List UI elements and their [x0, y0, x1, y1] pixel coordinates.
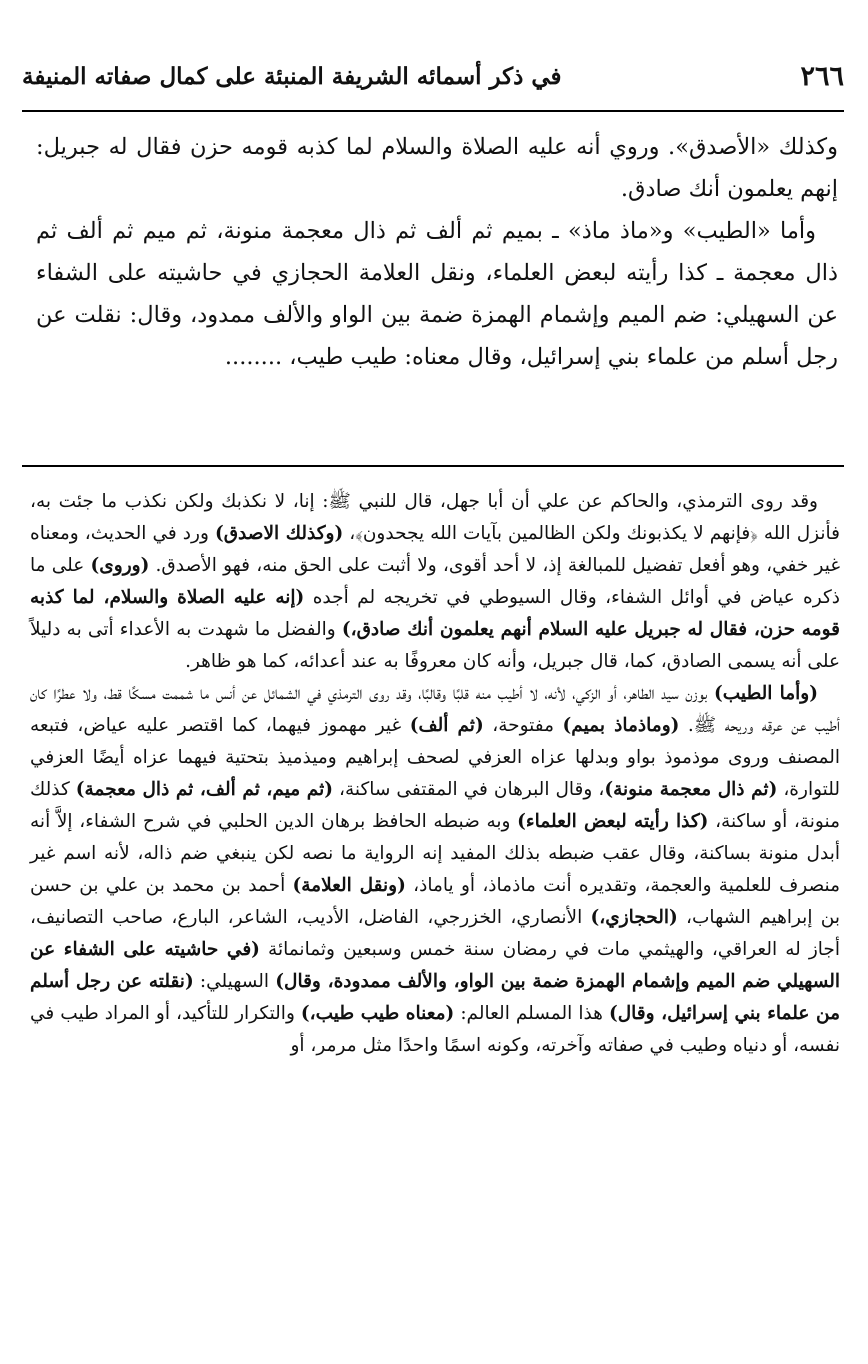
bold-quoted-text: (ونقل العلامة)	[292, 875, 406, 896]
bold-quoted-text: (ثم ذال معجمة منونة)	[604, 779, 778, 800]
bold-quoted-text: (كذا رأيته لبعض العلماء)	[517, 811, 709, 832]
main-paragraph-2: وأما «الطيب» و«ماذ ماذ» ـ بميم ثم ألف ثم ذال معجمة منونة، ثم ميم ثم ألف ثم ذال معجمة ـ كذا رأيته لبعض العلماء، ونقل العلامة الحجازي في حاشيته على الشفاء عن السهيلي: ضم الميم وإشمام الهمزة ضمة بين الواو والألف ممدود، وقال: نقلت عن رجل أسلم من علماء بني إسرائيل، وقال معناه: طيب طيب، ........	[36, 218, 838, 370]
bold-quoted-text: (وروى)	[90, 555, 150, 576]
commentary-text-run: ورد في الحديث، ومعناه غير خفي، وهو أفعل تفضيل للمبالغة إذ، لا أحد أقوى، ولا أثبت على الحق منه، فهو الأصدق.	[30, 523, 841, 576]
running-title: في ذكر أسمائه الشريفة المنبئة على كمال صفاته المنيفة	[22, 62, 562, 90]
commentary-text-run: ، وقال البرهان في المقتفى ساكنة،	[332, 779, 605, 800]
commentary-paragraph-1	[30, 486, 840, 678]
commentary-paragraph-2	[30, 678, 840, 1062]
commentary-text-run: وقد روى الترمذي، والحاكم عن علي أن أبا جهل، قال للنبي ﷺ: إنا، لا نكذبك ولكن نكذب ما جئت به، فأنزل الله ﴿فإنهم لا يكذبونك ولكن الظالمين بآيات الله يجحدون﴾،	[30, 491, 841, 544]
page-number: ٢٦٦	[800, 60, 844, 92]
commentary-text-run: بوزن سيد الطاهر، أو الزكي، لأنه، لا أطيب منه قلبًا وقالبًا، وقد روى الترمذي في الشمائل عن أنس ما شممت مسكًا قط، ولا عطرًا كان أطيب عن عرقه وريحه ﷺ.	[30, 683, 840, 736]
commentary-text-run: كذلك منونة، أو ساكنة،	[30, 779, 840, 832]
bold-quoted-text: (الحجازي،)	[590, 907, 678, 928]
commentary-text-run: غير مهموز فيهما، كما اقتصر عليه عياض، فتبعه المصنف وروى موذموذ بواو وبدلها عزاه العزفي لصحف إبراهيم وميذميذ بتحتية فيهما عزاه أيضًا العزفي للتوارة،	[30, 715, 840, 800]
commentary-text-run: والتكرار للتأكيد، أو المراد طيب في نفسه، أو دنياه وطيب في صفاته وآخرته، وكونه اسمًا واحدًا مثل مرمر، أو	[30, 1003, 840, 1056]
main-paragraph-1: وكذلك «الأصدق». وروي أنه عليه الصلاة والسلام لما كذبه قومه حزن فقال له جبريل: إنهم يعلمون أنك صادق.	[36, 134, 838, 202]
bold-quoted-text: (وكذلك الاصدق)	[214, 523, 344, 544]
bold-quoted-text: (ثم ألف)	[409, 715, 484, 736]
header-divider	[22, 110, 844, 112]
bold-quoted-text: (إنه عليه الصلاة والسلام، لما كذبه قومه حزن، فقال له جبريل عليه السلام أنهم يعلمون أنك صادق،)	[30, 587, 840, 640]
bold-quoted-text: (وأما الطيب)	[713, 683, 818, 704]
commentary-text-run: وبه ضبطه الحافظ برهان الدين الحلبي في شرح الشفاء، إلاَّ أنه أبدل منونة بساكنة، وقال عقب ضبطه بذلك المفيد إنه الرواية ما نصه لكن ينبغي ضم ذاله، لأنه اسم غير منصرف للعلمية والعجمة، وتقديره أنت ماذماذ، أو ياماذ،	[30, 811, 840, 896]
commentary-text-run: والفضل ما شهدت به الأعداء أتى به دليلاً على أنه يسمى الصادق، كما، قال جبريل، وأنه كان معروفًا به عند أعدائه، كما هو ظاهر.	[30, 619, 840, 672]
commentary-text-run: الأنصاري، الخزرجي، الفاضل، الأديب، الشاعر، البارع، صاحب التصانيف، أجاز له العراقي، والهيثمي مات في رمضان سنة خمس وسبعين وثمانمائة	[30, 907, 840, 960]
commentary-text-run: هذا المسلم العالم:	[454, 1003, 609, 1024]
commentary-text-run: على ما ذكره عياض في أوائل الشفاء، وقال السيوطي في تخريجه لم أجده	[30, 555, 840, 608]
bold-quoted-text: (نقلته عن رجل أسلم من علماء بني إسرائيل، وقال)	[30, 971, 840, 1024]
section-divider	[22, 465, 844, 467]
page-header	[22, 56, 844, 96]
bold-quoted-text: (ثم ميم، ثم ألف، ثم ذال معجمة)	[75, 779, 333, 800]
main-text	[36, 126, 838, 378]
commentary-text-run: أحمد بن محمد بن علي بن حسن بن إبراهيم الشهاب،	[30, 875, 840, 928]
bold-quoted-text: (وماذماذ بميم)	[562, 715, 680, 736]
commentary-text	[30, 486, 840, 1062]
bold-quoted-text: (معناه طيب طيب،)	[300, 1003, 455, 1024]
commentary-text-run: مفتوحة،	[483, 715, 563, 736]
bold-quoted-text: (في حاشيته على الشفاء عن السهيلي ضم الميم وإشمام الهمزة ضمة بين الواو، والألف ممدودة، وقال)	[30, 939, 840, 992]
commentary-text-run: السهيلي:	[193, 971, 276, 992]
